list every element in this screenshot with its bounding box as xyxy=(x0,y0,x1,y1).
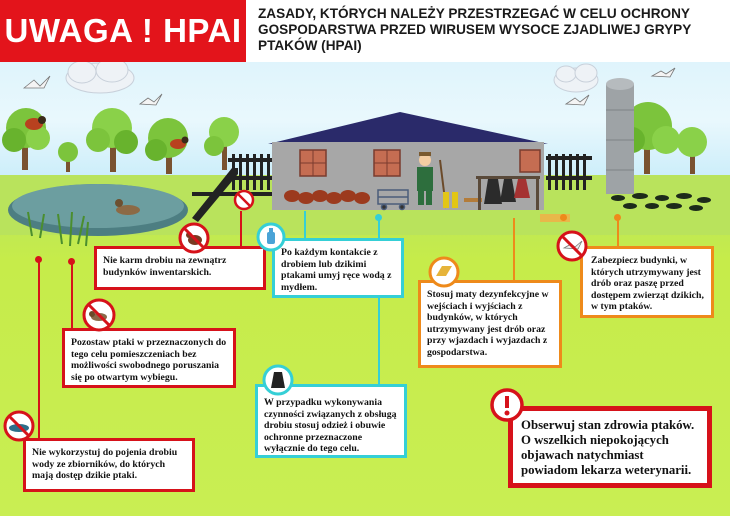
connector-dot xyxy=(375,214,382,221)
fence-picket xyxy=(253,154,256,190)
rule-confine xyxy=(62,328,236,388)
connector-dot xyxy=(35,256,42,263)
connector-line xyxy=(71,262,73,328)
no-fish-icon xyxy=(3,410,35,442)
disinfection-mat-icon xyxy=(428,256,460,288)
rule-water xyxy=(23,438,195,492)
no-hen-icon xyxy=(178,222,210,254)
tree-icon xyxy=(677,127,707,174)
connector-line xyxy=(304,211,306,239)
banner-text: UWAGA ! HPAI xyxy=(4,12,242,49)
rule-handwash xyxy=(272,238,404,298)
rule-feeding-text: Nie karm drobiu na zewnątrz budynków inwentarskich. xyxy=(103,255,227,278)
connector-dot xyxy=(614,214,621,221)
page-title: ZASADY, KTÓRYCH NALEŻY PRZESTRZEGAĆ W CELU OCHRONY GOSPODARSTWA PRZED WIRUSEM WYSOCE ZJADLIWEJ GRYPY PTAKÓW (HPAI) xyxy=(258,6,692,53)
connector-line xyxy=(513,218,515,288)
rule-mats xyxy=(418,280,562,368)
rule-observe-text: Obserwuj stan zdrowia ptaków. O wszelkich niepokojących objawach natychmiast powiadom lekarza weterynarii. xyxy=(521,418,695,477)
rule-clothing-text: W przypadku wykonywania czynności związanych z obsługą drobiu stosuj odzież i obuwie ochronne przeznaczone wyłącznie do tego celu. xyxy=(264,397,397,455)
cloud-icon xyxy=(66,58,134,93)
rule-handwash-text: Po każdym kontakcie z drobiem lub dzikimi ptakami umyj ręce wodą z mydłem. xyxy=(281,247,392,293)
no-bird-icon xyxy=(82,298,116,332)
no-bird-sign-icon xyxy=(235,191,253,209)
connector-dot xyxy=(68,258,75,265)
rule-confine-text: Pozostaw ptaki w przeznaczonych do tego celu pomieszczeniach bez możliwości swobodnego poruszania się po otwartym wybiegu. xyxy=(71,337,227,383)
warning-banner xyxy=(0,0,246,62)
hand-soap-icon xyxy=(256,222,286,252)
connector-line xyxy=(617,218,619,248)
fence-picket xyxy=(246,154,249,190)
tree-icon xyxy=(58,142,78,172)
fence-picket xyxy=(239,154,242,190)
rule-water-text: Nie wykorzystuj do pojenia drobiu wody ze zbiorników, do których mają dostęp dzikie ptaki. xyxy=(32,447,178,482)
warning-icon xyxy=(490,388,524,422)
silo-icon xyxy=(606,78,634,194)
rule-secure-text: Zabezpiecz budynki, w których utrzymywany jest drób oraz paszę przed dostępem zwierząt dzikich, w tym ptaków. xyxy=(591,255,704,313)
fence-picket xyxy=(232,154,235,190)
tree-icon xyxy=(86,108,138,172)
cloud-icon xyxy=(554,64,598,92)
rule-secure xyxy=(580,246,714,318)
no-wild-bird-icon xyxy=(556,230,588,262)
rule-mats-text: Stosuj maty dezynfekcyjne w wejściach i wyjściach z budynków, w których utrzymywany jest drób oraz przy wjazdach i wyjazdach z gospodarstwa. xyxy=(427,289,549,358)
fence-picket xyxy=(267,154,270,190)
protective-apron-icon xyxy=(262,364,294,396)
pond-icon xyxy=(8,184,188,236)
connector-line xyxy=(38,260,40,446)
connector-dot xyxy=(560,214,567,221)
fence-picket xyxy=(260,154,263,190)
rule-observe xyxy=(508,406,712,488)
